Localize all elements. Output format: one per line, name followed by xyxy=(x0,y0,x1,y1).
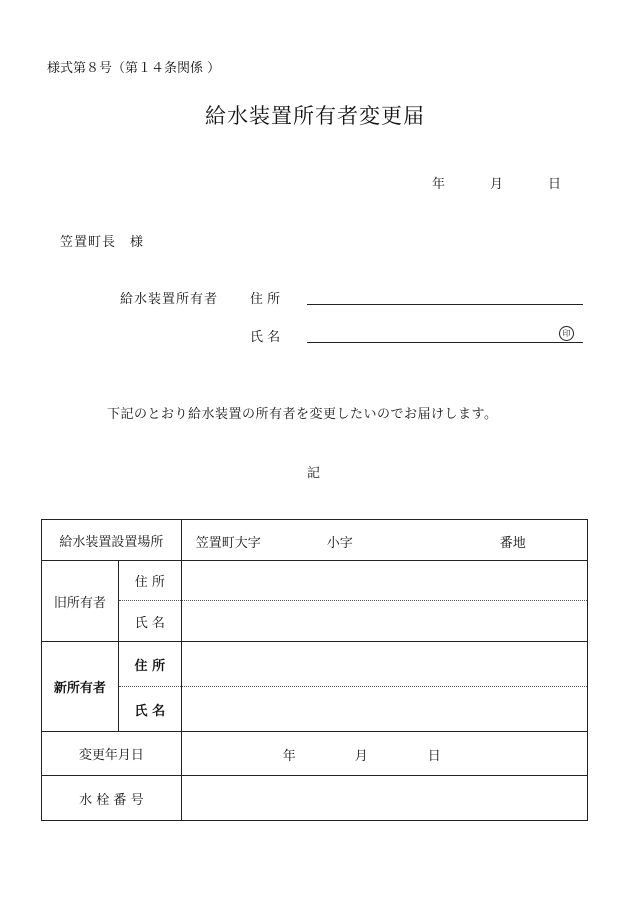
location-field[interactable] xyxy=(181,520,587,561)
change-date-year: 年 xyxy=(282,749,296,764)
applicant-label: 給水装置所有者 xyxy=(120,292,219,307)
meter-number-field[interactable] xyxy=(181,776,587,821)
old-owner-address-label: 住 所 xyxy=(118,561,181,601)
location-koaza: 小字 xyxy=(326,536,353,551)
details-table xyxy=(41,519,588,821)
applicant-address-label: 住 所 xyxy=(250,292,281,307)
header-month-label: 月 xyxy=(490,177,504,192)
location-banchi: 番地 xyxy=(499,536,526,551)
change-date-day: 日 xyxy=(427,749,441,764)
new-owner-name-label: 氏 名 xyxy=(118,687,181,732)
applicant-address-field[interactable] xyxy=(307,304,583,305)
seal-mark: 印 xyxy=(559,326,574,341)
form-number: 様式第８号（第１４条関係 ） xyxy=(47,61,221,76)
form-title: 給水装置所有者変更届 xyxy=(205,104,425,128)
header-year-label: 年 xyxy=(432,177,446,192)
old-owner-address-field[interactable] xyxy=(181,561,587,601)
ki-heading: 記 xyxy=(307,466,321,481)
new-owner-name-field[interactable] xyxy=(181,687,587,732)
old-owner-name-label: 氏 名 xyxy=(118,601,181,642)
header-day-label: 日 xyxy=(548,177,562,192)
new-owner-address-label: 住 所 xyxy=(118,642,181,687)
change-date-month: 月 xyxy=(354,749,368,764)
statement-text: 下記のとおり給水装置の所有者を変更したいのでお届けします。 xyxy=(107,407,498,422)
new-owner-label: 新所有者 xyxy=(42,642,119,732)
applicant-name-field[interactable] xyxy=(307,342,583,343)
location-town: 笠置町大字 xyxy=(195,536,261,551)
addressee: 笠置町長 様 xyxy=(60,235,145,250)
change-date-label: 変更年月日 xyxy=(42,732,182,776)
location-label: 給水装置設置場所 xyxy=(42,520,182,561)
meter-number-label: 水 栓 番 号 xyxy=(42,776,182,821)
change-date-field[interactable] xyxy=(181,732,587,776)
applicant-name-label: 氏 名 xyxy=(250,330,281,345)
old-owner-name-field[interactable] xyxy=(181,601,587,642)
old-owner-label: 旧所有者 xyxy=(42,561,119,642)
new-owner-address-field[interactable] xyxy=(181,642,587,687)
